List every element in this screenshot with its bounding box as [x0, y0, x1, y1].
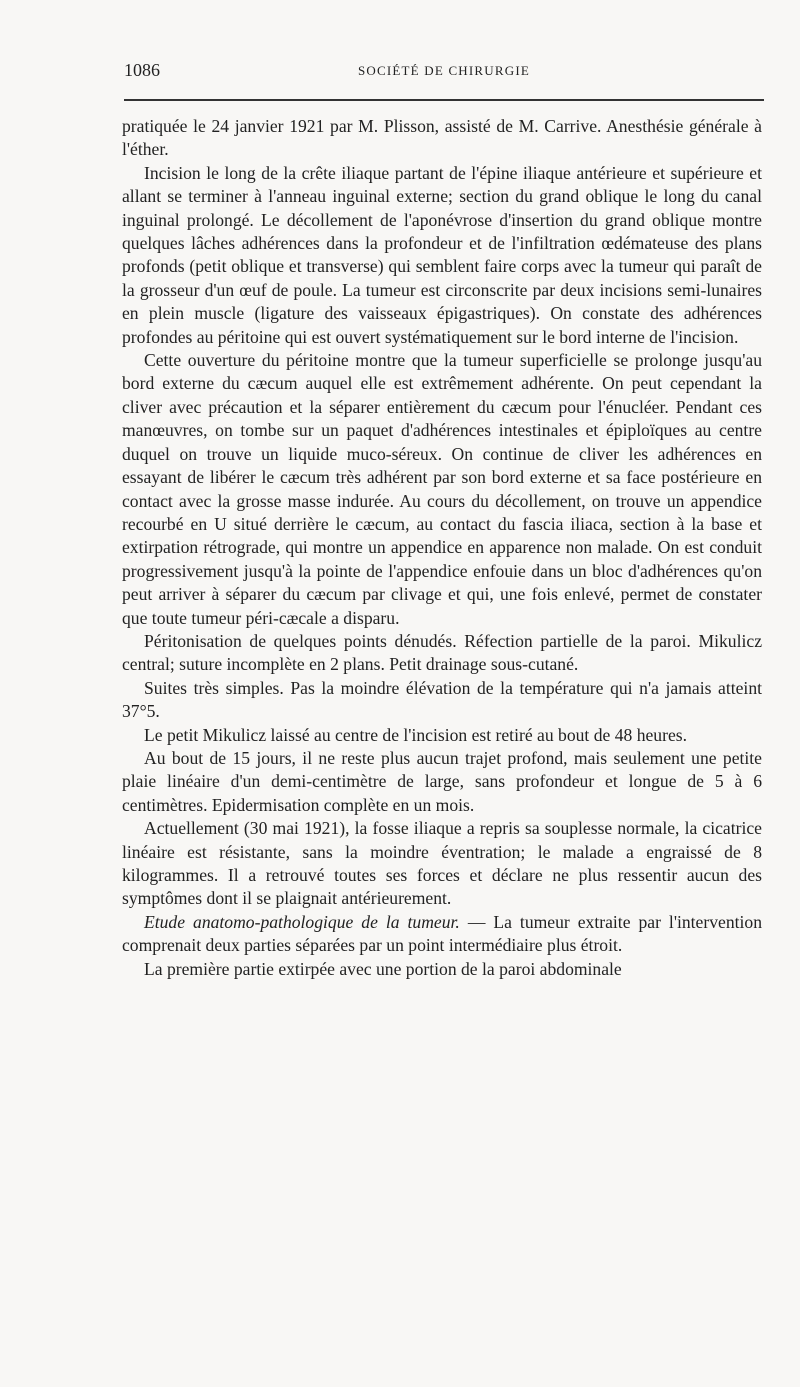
- paragraph-3: Cette ouverture du péritoine montre que la tumeur superficielle se prolonge jusqu'au bord externe du cæcum auquel elle est extrêmement adhérente. On peut cependant la cliver avec précaution et la séparer entièrement du cæcum pour l'énucléer. Pendant ces manœuvres, on tombe sur un paquet d'adhérences intestinales et épiploïques au centre duquel on trouve un liquide muco-séreux. On continue de cliver les adhérences en essayant de libérer le cæcum très adhérent par son bord externe et sa face postérieure en contact avec la grosse masse indurée. Au cours du décollement, on trouve un appendice recourbé en U situé derrière le cæcum, au contact du fascia iliaca, section à la base et extirpation rétrograde, qui montre un appendice en apparence non malade. On est conduit progressivement jusqu'à la pointe de l'appendice enfouie dans un bloc d'adhérences qu'on peut arriver à séparer du cæcum par clivage et qui, une fois enlevé, permet de constater que toute tumeur péri-cæcale a disparu.: [122, 350, 762, 628]
- paragraph-6: Le petit Mikulicz laissé au centre de l'incision est retiré au bout de 48 heures.: [144, 724, 688, 745]
- paragraph-8: Actuellement (30 mai 1921), la fosse iliaque a repris sa souplesse normale, la cicatrice linéaire est résistante, sans la moindre éventration; le malade a engraissé de 8 kilogrammes. Il a retrouvé toutes ses forces et déclare ne plus ressentir aucun des symptômes dont il se plaignait antérieurement.: [122, 818, 762, 909]
- running-title: SOCIÉTÉ DE CHIRURGIE: [357, 63, 531, 78]
- paragraph-2: Incision le long de la crête iliaque partant de l'épine iliaque antérieure et supérieure et allant se terminer à l'anneau inguinal externe; section du grand oblique le long du canal inguinal prolongé. Le décollement de l'aponévrose d'insertion du grand oblique montre quelques lâches adhérences dans la profondeur et de l'infiltration œdémateuse des plans profonds (petit oblique et transverse) qui semblent faire corps avec la tumeur qui paraît de la grosseur d'un œuf de poule. La tumeur est circonscrite par deux incisions semi-lunaires en plein muscle (ligature des vaisseaux épigastriques). On constate des adhérences profondes au péritoine qui est ouvert systématiquement sur le bord interne de l'incision.: [122, 162, 762, 347]
- header-rule: [124, 99, 764, 101]
- paragraph-1: pratiquée le 24 janvier 1921 par M. Plisson, assisté de M. Carrive. Anesthésie générale à l'éther.: [122, 116, 762, 160]
- page-header: [124, 60, 764, 86]
- section-text: — La tumeur extraite par l'intervention comprenait deux parties séparées par un point intermédiaire plus étroit.: [122, 911, 762, 956]
- page-number: 1086: [124, 60, 160, 80]
- body-text: [122, 115, 762, 981]
- paragraph-7: Au bout de 15 jours, il ne reste plus aucun trajet profond, mais seulement une petite plaie linéaire d'un demi-centimètre de large, sans profondeur et longue de 5 à 6 centimètres. Epidermisation complète en un mois.: [122, 747, 762, 815]
- section-heading: Etude anatomo-pathologique de la tumeur.: [144, 911, 460, 932]
- section-paragraph: [122, 911, 762, 958]
- paragraph-5: Suites très simples. Pas la moindre élévation de la température qui n'a jamais atteint 37°5.: [122, 677, 762, 722]
- last-paragraph: La première partie extirpée avec une portion de la paroi abdominale: [144, 958, 622, 979]
- paragraph-4: Péritonisation de quelques points dénudés. Réfection partielle de la paroi. Mikulicz central; suture incomplète en 2 plans. Petit drainage sous-cutané.: [122, 630, 762, 675]
